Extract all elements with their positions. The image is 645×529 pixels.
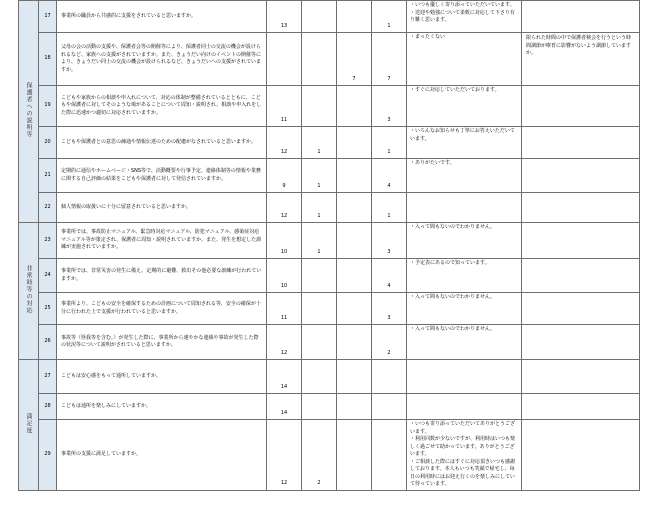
comment-line: ・予定表にあるので知っています。 xyxy=(410,260,490,266)
count-unknown xyxy=(372,420,407,491)
count-no xyxy=(337,193,372,223)
question-number: 19 xyxy=(39,86,57,127)
facility-opinion xyxy=(522,259,640,293)
comment-line: ・利用回数が少ないですが、利用時はいつも楽しく過ごせて助かっています。ありがとうございます。 xyxy=(410,436,516,457)
parent-comments xyxy=(407,223,522,259)
parent-comments xyxy=(407,193,522,223)
category-cell xyxy=(19,1,39,223)
count-somewhat xyxy=(302,360,337,394)
count-no xyxy=(337,259,372,293)
question-text: 事業所の職員から共感的に支援をされていると思いますか。 xyxy=(57,1,267,33)
count-unknown: 1 xyxy=(372,193,407,223)
category-label: 保護者への説明等 xyxy=(25,81,32,138)
facility-opinion xyxy=(522,223,640,259)
question-number: 29 xyxy=(39,420,57,491)
comment-line: ・ご相談した際にはすぐに対応頂きいつも感謝しております。本人もいつも笑顔で帰宅し、毎日の利用時にはお迎え行くのを楽しみにしていて待っています。 xyxy=(410,458,516,487)
count-yes xyxy=(267,33,302,86)
parent-comments xyxy=(407,127,522,159)
count-no xyxy=(337,325,372,360)
count-no xyxy=(337,159,372,193)
comment-line: ・入って間もないのでわかりません。 xyxy=(410,326,496,332)
category-label: 満足度 xyxy=(25,412,32,434)
question-text: こどもは通所を楽しみにしていますか。 xyxy=(57,394,267,420)
question-text: こどもや家族からの相談や申入れについて、対応の体制が整備されているとともに、こどもや保護者に対してそのような場があることについて周知・説明され、相談や申入れをした際に迅速かつ適切に対応されていますか。 xyxy=(57,86,267,127)
question-text: 個人情報の取扱いに十分に留意されていると思いますか。 xyxy=(57,193,267,223)
count-yes: 12 xyxy=(267,193,302,223)
question-text: 事業所より、こどもの安全を確保するための計画について周知される等、安全の確保が十分に行われた上で支援が行われていると思いますか。 xyxy=(57,293,267,325)
facility-opinion xyxy=(522,193,640,223)
survey-table xyxy=(18,0,640,491)
category-cell xyxy=(19,360,39,491)
comment-line: ・ありがたいです。 xyxy=(410,160,455,166)
table-row xyxy=(19,259,640,293)
count-yes: 12 xyxy=(267,420,302,491)
count-somewhat: 1 xyxy=(302,223,337,259)
count-unknown: 4 xyxy=(372,259,407,293)
table-row xyxy=(19,127,640,159)
count-no xyxy=(337,394,372,420)
question-number: 25 xyxy=(39,293,57,325)
table-row xyxy=(19,193,640,223)
facility-opinion xyxy=(522,394,640,420)
comment-line: ・いろんなお知らせも丁寧にお答えいただいています。 xyxy=(410,128,515,142)
category-cell xyxy=(19,223,39,360)
question-text: 事故等（怪我等を含む。）が発生した際に、事業所から速やかな連絡や事故が発生した際の状況等について説明がされていると思いますか。 xyxy=(57,325,267,360)
question-number: 20 xyxy=(39,127,57,159)
parent-comments xyxy=(407,159,522,193)
count-no xyxy=(337,360,372,394)
count-no xyxy=(337,420,372,491)
question-number: 18 xyxy=(39,33,57,86)
survey-table-body xyxy=(19,1,640,491)
count-unknown: 4 xyxy=(372,159,407,193)
count-unknown: 3 xyxy=(372,223,407,259)
table-row xyxy=(19,420,640,491)
parent-comments xyxy=(407,1,522,33)
facility-opinion xyxy=(522,1,640,33)
count-no xyxy=(337,86,372,127)
count-yes: 13 xyxy=(267,1,302,33)
count-no xyxy=(337,1,372,33)
count-yes: 12 xyxy=(267,325,302,360)
count-yes: 10 xyxy=(267,223,302,259)
table-row xyxy=(19,360,640,394)
comment-line: ・送迎や勉強について柔軟に対応して下さり有り難く思います。 xyxy=(410,9,515,23)
category-label: 非常時等の対応 xyxy=(25,264,32,314)
count-somewhat xyxy=(302,33,337,86)
facility-opinion xyxy=(522,86,640,127)
count-yes: 14 xyxy=(267,360,302,394)
question-number: 28 xyxy=(39,394,57,420)
count-yes: 10 xyxy=(267,259,302,293)
comment-line: ・いつも優しく寄り添っていただいています。 xyxy=(410,2,515,8)
table-row xyxy=(19,325,640,360)
parent-comments xyxy=(407,33,522,86)
comment-line: ・入って間もないのでわかりません。 xyxy=(410,224,496,230)
count-yes: 14 xyxy=(267,394,302,420)
count-yes: 11 xyxy=(267,86,302,127)
parent-comments xyxy=(407,325,522,360)
question-text: 定期的に通信やホームページ・SNS等で、活動概要や行事予定、連絡体制等の情報や業務に関する自己評価の結果をこどもや保護者に対して発信されていますか。 xyxy=(57,159,267,193)
question-number: 24 xyxy=(39,259,57,293)
question-text: 事業所では、非常災害の発生に備え、定期的に避難、救出その他必要な訓練が行われていますか。 xyxy=(57,259,267,293)
table-row xyxy=(19,159,640,193)
question-text: こどもや保護者との意思の疎通や情報伝達のための配慮がなされていると思いますか。 xyxy=(57,127,267,159)
count-unknown: 1 xyxy=(372,127,407,159)
count-unknown xyxy=(372,394,407,420)
count-somewhat: 1 xyxy=(302,159,337,193)
count-no: 7 xyxy=(337,33,372,86)
count-no xyxy=(337,127,372,159)
count-no xyxy=(337,223,372,259)
facility-opinion xyxy=(522,159,640,193)
count-somewhat: 2 xyxy=(302,420,337,491)
comment-line: ・入って間もないのでわかりません。 xyxy=(410,294,496,300)
parent-comments xyxy=(407,86,522,127)
parent-comments xyxy=(407,360,522,394)
count-unknown: 2 xyxy=(372,325,407,360)
question-text: 事業所の支援に満足していますか。 xyxy=(57,420,267,491)
count-unknown: 1 xyxy=(372,1,407,33)
count-somewhat xyxy=(302,1,337,33)
table-row xyxy=(19,33,640,86)
count-somewhat xyxy=(302,259,337,293)
count-somewhat xyxy=(302,394,337,420)
question-number: 27 xyxy=(39,360,57,394)
count-somewhat xyxy=(302,86,337,127)
question-number: 22 xyxy=(39,193,57,223)
count-yes: 11 xyxy=(267,293,302,325)
comment-line: ・いつも寄り添っていただいてありがとうございます。 xyxy=(410,421,516,435)
table-row xyxy=(19,394,640,420)
parent-comments xyxy=(407,394,522,420)
facility-opinion xyxy=(522,127,640,159)
count-unknown xyxy=(372,360,407,394)
question-number: 23 xyxy=(39,223,57,259)
count-somewhat xyxy=(302,325,337,360)
table-row xyxy=(19,1,640,33)
count-unknown: 3 xyxy=(372,86,407,127)
table-row xyxy=(19,293,640,325)
facility-opinion xyxy=(522,360,640,394)
question-text: 事業所では、事故防止マニュアル、緊急時対応マニュアル、防犯マニュアル、感染症対応マニュアル等が策定され、保護者に周知・説明されていますか。また、発生を想定した訓練が実施されていますか。 xyxy=(57,223,267,259)
question-number: 17 xyxy=(39,1,57,33)
facility-opinion xyxy=(522,293,640,325)
question-number: 21 xyxy=(39,159,57,193)
count-somewhat: 1 xyxy=(302,193,337,223)
facility-opinion: 限られた時間の中で保護者検会を行うという時間調節が療育に影響がないよう調節していますか。 xyxy=(522,33,640,86)
table-row xyxy=(19,223,640,259)
question-text: こどもは安心感をもって通所していますか。 xyxy=(57,360,267,394)
count-no xyxy=(337,293,372,325)
question-text: 父母の会の活動の支援や、保護者会等の開催等により、保護者同士の交流の機会が設けられるなど、家族への支援がされていますか。また、きょうだい向けのイベントの開催等により、きょうだい同士の交流の機会が設けられるなど、きょうだいへの支援がされていますか。 xyxy=(57,33,267,86)
comment-line: ・すぐに対応していただいております。 xyxy=(410,87,500,93)
facility-opinion xyxy=(522,420,640,491)
question-number: 26 xyxy=(39,325,57,360)
count-somewhat: 1 xyxy=(302,127,337,159)
facility-opinion xyxy=(522,325,640,360)
count-unknown: 3 xyxy=(372,293,407,325)
parent-comments xyxy=(407,259,522,293)
count-yes: 9 xyxy=(267,159,302,193)
comment-line: ・まったくない xyxy=(410,34,446,40)
count-unknown: 7 xyxy=(372,33,407,86)
parent-comments xyxy=(407,293,522,325)
count-yes: 12 xyxy=(267,127,302,159)
table-row xyxy=(19,86,640,127)
parent-comments xyxy=(407,420,522,491)
count-somewhat xyxy=(302,293,337,325)
